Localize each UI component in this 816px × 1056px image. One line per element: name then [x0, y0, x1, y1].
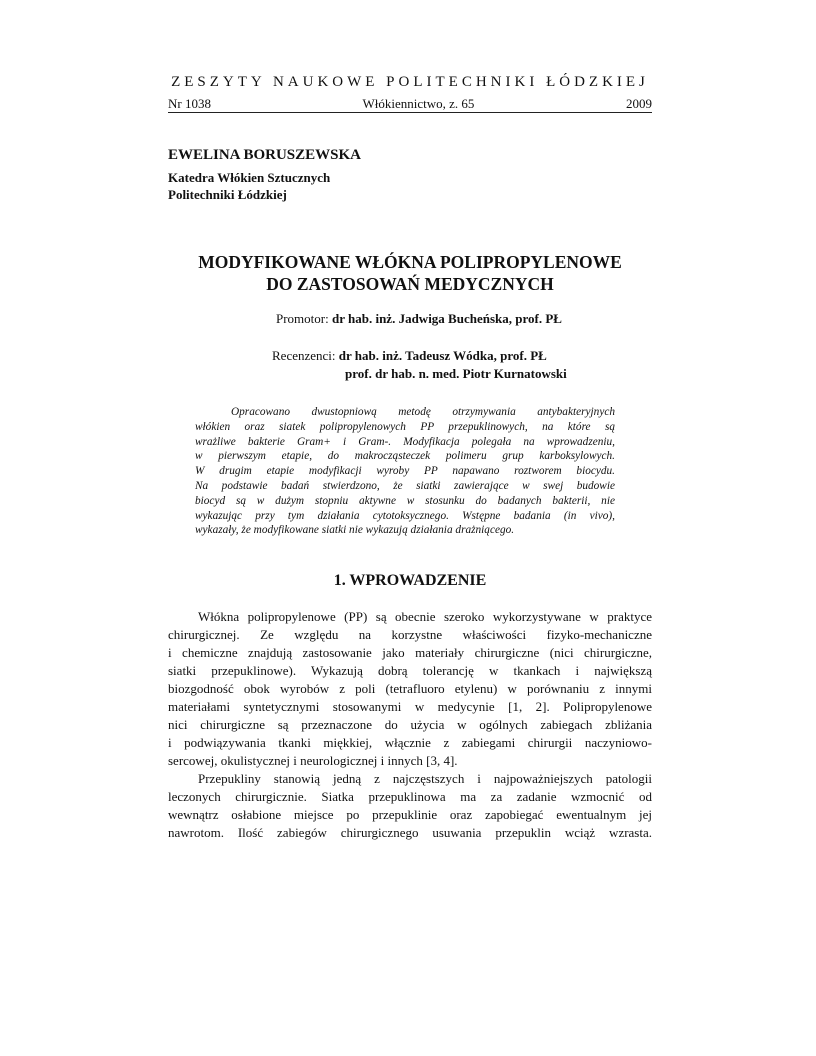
body-line: chirurgicznej. Ze względu na korzystne właściwości fizyko-mechaniczne: [168, 627, 652, 642]
body-line: i podwiązywania tkanki miękkiej, włącznie z zabiegami chirurgii naczyniowo-: [168, 735, 652, 750]
promotor: [276, 311, 562, 327]
body-line: Przepukliny stanowią jedną z najczęstszych i najpoważniejszych patologii: [198, 771, 652, 786]
abstract-line: w pierwszym etapie, do makrocząsteczek polimeru grup karboksylowych.: [195, 450, 615, 463]
abstract-line: biocyd są w dużym stopniu aktywne w stosunku do badanych bakterii, nie: [195, 494, 615, 507]
issue-series: Włókiennictwo, z. 65: [362, 96, 475, 111]
author-affiliation-line1: Katedra Włókien Sztucznych: [168, 170, 331, 185]
body-line: leczonych chirurgicznie. Siatka przepuklinowa ma za zadanie wzmocnić od: [168, 789, 652, 804]
abstract-line: Opracowano dwustopniową metodę otrzymywania antybakteryjnych: [231, 406, 615, 418]
abstract-line: wykazały, że modyfikowane siatki nie wykazują działania drażniącego.: [195, 524, 515, 537]
section-heading: 1. WPROWADZENIE: [333, 572, 487, 589]
body-line: i chemiczne znajdują zastosowanie jako materiały chirurgiczne (nici chirurgiczne,: [168, 645, 652, 660]
body-line: siatki przepuklinowe). Wykazują dobrą tolerancję w tkankach i największą: [168, 663, 652, 678]
author-name: EWELINA BORUSZEWSKA: [168, 147, 361, 163]
body-line: nici chirurgiczne są przeznaczone do użycia w ogólnych zabiegach zbliżania: [168, 717, 652, 732]
issue-year: 2009: [625, 96, 652, 111]
author-affiliation-line2: Politechniki Łódzkiej: [168, 187, 287, 202]
reviewer-second: prof. dr hab. n. med. Piotr Kurnatowski: [345, 366, 567, 381]
abstract-line: Na podstawie badań stwierdzono, że siatki zawierające w swej budowie: [195, 479, 615, 492]
abstract: [195, 405, 615, 538]
body-line: sercowej, okulistycznej i neurologicznej i innych [3, 4].: [168, 753, 458, 768]
reviewers-label: Recenzenci:: [272, 348, 339, 363]
abstract-line: wykazując przy tym działania cytotoksycznego. Wstępne badania (in vivo),: [195, 509, 615, 522]
reviewers: [272, 348, 547, 364]
journal-title: ZESZYTY NAUKOWE POLITECHNIKI ŁÓDZKIEJ: [171, 74, 649, 90]
issue-number: Nr 1038: [168, 96, 211, 111]
promotor-label: Promotor:: [276, 311, 332, 326]
header-rule: [168, 112, 652, 113]
issue-info-row: [168, 96, 652, 112]
body-line: wewnątrz osłabione miejsce po przepuklinie oraz zapobiegać ewentualnym jej: [168, 807, 652, 822]
abstract-line: włókien oraz siatek polipropylenowych PP przepuklinowych, na które są: [195, 420, 615, 433]
body-line: nawrotom. Ilość zabiegów chirurgicznego usuwania przepuklin wciąż wzrasta.: [168, 825, 652, 840]
promotor-name: dr hab. inż. Jadwiga Bucheńska, prof. PŁ: [331, 311, 562, 326]
reviewer-first: dr hab. inż. Tadeusz Wódka, prof. PŁ: [338, 348, 547, 363]
title-line-1: MODYFIKOWANE WŁÓKNA POLIPROPYLENOWE: [198, 252, 622, 272]
abstract-line: wrażliwe bakterie Gram+ i Gram-. Modyfikacja polegała na wprowadzeniu,: [195, 435, 615, 448]
body-line: materiałami syntetycznymi stosowanymi w medycynie [1, 2]. Polipropylenowe: [168, 699, 652, 714]
title-line-2: DO ZASTOSOWAŃ MEDYCZNYCH: [266, 274, 554, 294]
abstract-line: W drugim etapie modyfikacji wyroby PP napawano roztworem biocydu.: [195, 465, 615, 478]
body-line: Włókna polipropylenowe (PP) są obecnie szeroko wykorzystywane w praktyce: [198, 609, 652, 624]
body-text: [168, 608, 652, 842]
body-line: biozgodność obok wyrobów z poli (tetrafluoro etylenu) w porównaniu z innymi: [168, 681, 652, 696]
paper-title: [168, 251, 652, 295]
